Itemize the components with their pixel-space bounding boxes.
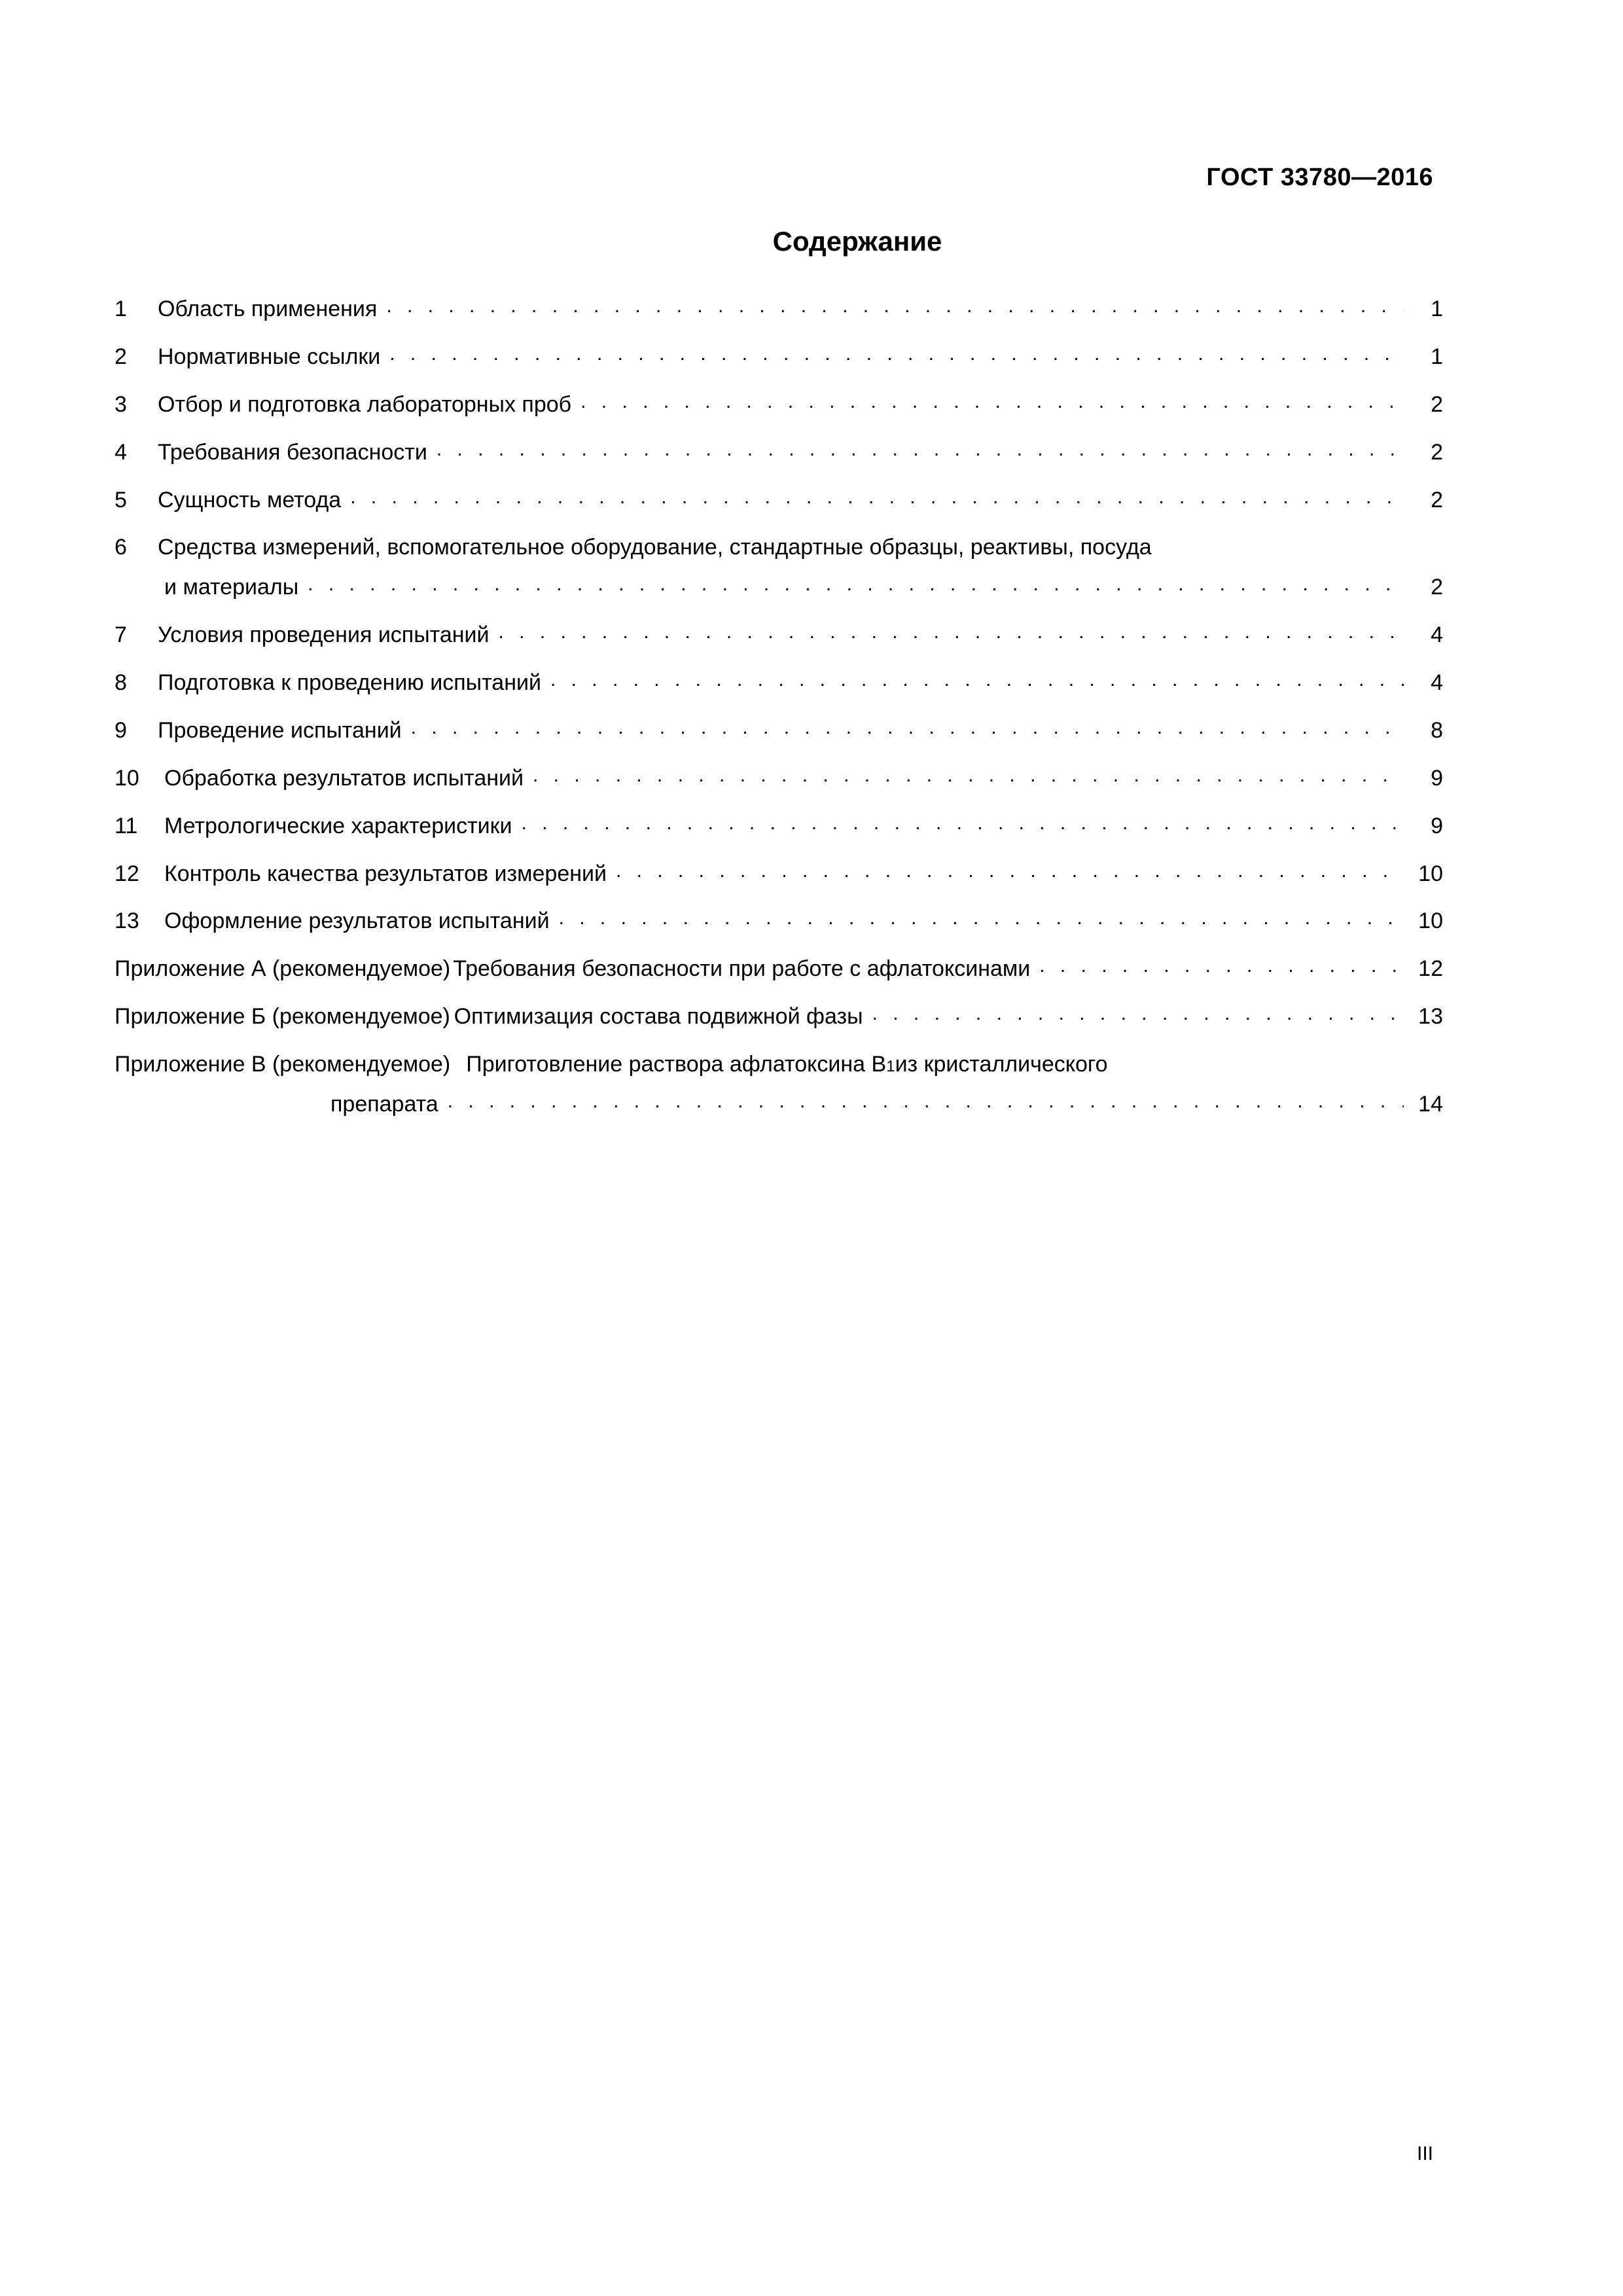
page-title: Содержание (772, 226, 942, 257)
toc-label: и материалы (164, 575, 299, 600)
toc-number: 2 (115, 344, 127, 369)
toc-page: 4 (1431, 622, 1443, 648)
toc-page: 4 (1431, 670, 1443, 695)
appendix-label: Приложение А (рекомендуемое) (115, 956, 451, 982)
toc-number: 11 (115, 813, 138, 838)
toc-leader (389, 341, 1404, 367)
toc-number: 13 (115, 908, 139, 934)
toc-number: 8 (115, 670, 127, 695)
toc-number: 12 (115, 861, 139, 886)
appendix-title: Оптимизация состава подвижной фазы (454, 1004, 863, 1030)
toc-leader (308, 571, 1404, 598)
toc-leader (499, 619, 1404, 645)
toc-label: Подготовка к проведению испытаний (158, 670, 541, 695)
toc-number: 10 (115, 765, 139, 791)
toc-leader (550, 667, 1404, 693)
toc-leader (533, 762, 1404, 789)
toc-entry[interactable] (115, 342, 1443, 372)
toc-number: 4 (115, 439, 127, 465)
toc-entry-continuation[interactable] (115, 573, 1443, 602)
toc-appendix-entry[interactable] (115, 1002, 1443, 1031)
toc-leader (350, 484, 1404, 511)
toc-label: Обработка результатов испытаний (164, 765, 524, 791)
appendix-label: Приложение Б (рекомендуемое) (115, 1004, 450, 1030)
toc-entry[interactable] (115, 906, 1443, 936)
toc-label: Оформление результатов испытаний (164, 908, 550, 934)
toc-entry[interactable] (115, 486, 1443, 515)
toc-label: Средства измерений, вспомогательное оборудование, стандартные образцы, реактивы, посуда (158, 535, 1152, 560)
appendix-title-part2: из кристаллического (895, 1052, 1108, 1077)
toc-page: 10 (1418, 861, 1443, 886)
standard-number-header: ГОСТ 33780—2016 (1206, 164, 1433, 191)
toc-number: 1 (115, 296, 127, 321)
toc-entry[interactable] (115, 438, 1443, 467)
toc-number: 5 (115, 487, 127, 512)
toc-leader (616, 858, 1404, 884)
toc-leader (522, 810, 1404, 836)
toc-label: Требования безопасности (158, 439, 427, 465)
toc-leader (559, 905, 1404, 931)
toc-number: 9 (115, 717, 127, 743)
toc-label: Проведение испытаний (158, 717, 402, 743)
toc-label: Метрологические характеристики (164, 813, 512, 838)
toc-page: 10 (1418, 908, 1443, 934)
appendix-title-part1: Приготовление раствора афлатоксина В (466, 1052, 887, 1077)
toc-page: 12 (1418, 956, 1443, 982)
toc-page: 14 (1418, 1091, 1443, 1117)
toc-page: 13 (1418, 1004, 1443, 1030)
toc-number: 3 (115, 391, 127, 417)
page-folio: III (1416, 2143, 1433, 2164)
toc-entry[interactable] (115, 620, 1443, 650)
toc-label: Контроль качества результатов измерений (164, 861, 607, 886)
toc-entry[interactable] (115, 716, 1443, 745)
toc-page: 9 (1431, 765, 1443, 791)
toc-leader (411, 715, 1404, 741)
toc-label: Отбор и подготовка лабораторных проб (158, 391, 572, 417)
toc-label: Сущность метода (158, 487, 342, 512)
toc-appendix-entry[interactable] (115, 954, 1443, 984)
toc-page: 2 (1431, 575, 1443, 600)
toc-entry[interactable] (115, 812, 1443, 841)
toc-entry[interactable] (115, 668, 1443, 698)
toc-leader (1039, 953, 1404, 979)
toc-page: 8 (1431, 717, 1443, 743)
toc-page: 1 (1431, 344, 1443, 369)
toc-entry[interactable] (115, 859, 1443, 889)
appendix-continuation-label: препарата (330, 1091, 438, 1117)
toc-label: Нормативные ссылки (158, 344, 381, 369)
toc-page: 2 (1431, 391, 1443, 417)
toc-appendix-continuation[interactable] (115, 1090, 1443, 1119)
appendix-title: Требования безопасности при работе с афлатоксинами (453, 956, 1031, 982)
appendix-label: Приложение В (рекомендуемое) (115, 1052, 451, 1077)
toc-label: Область применения (158, 296, 378, 321)
toc-leader (448, 1088, 1404, 1115)
toc-entry[interactable] (115, 533, 1443, 562)
toc-entry[interactable] (115, 764, 1443, 793)
toc-appendix-entry[interactable] (115, 1050, 1443, 1079)
toc-page: 2 (1431, 487, 1443, 512)
toc-leader (386, 293, 1404, 319)
toc-entry[interactable] (115, 295, 1443, 324)
toc-entry[interactable] (115, 390, 1443, 420)
toc-number: 6 (115, 535, 127, 560)
toc-number: 7 (115, 622, 127, 648)
toc-leader (580, 389, 1404, 415)
table-of-contents (115, 295, 1443, 1138)
toc-leader (872, 1001, 1404, 1027)
toc-leader (437, 437, 1404, 463)
toc-label: Условия проведения испытаний (158, 622, 490, 648)
toc-page: 2 (1431, 439, 1443, 465)
appendix-title-subscript: 1 (886, 1058, 895, 1075)
toc-page: 1 (1431, 296, 1443, 321)
toc-page: 9 (1431, 813, 1443, 838)
